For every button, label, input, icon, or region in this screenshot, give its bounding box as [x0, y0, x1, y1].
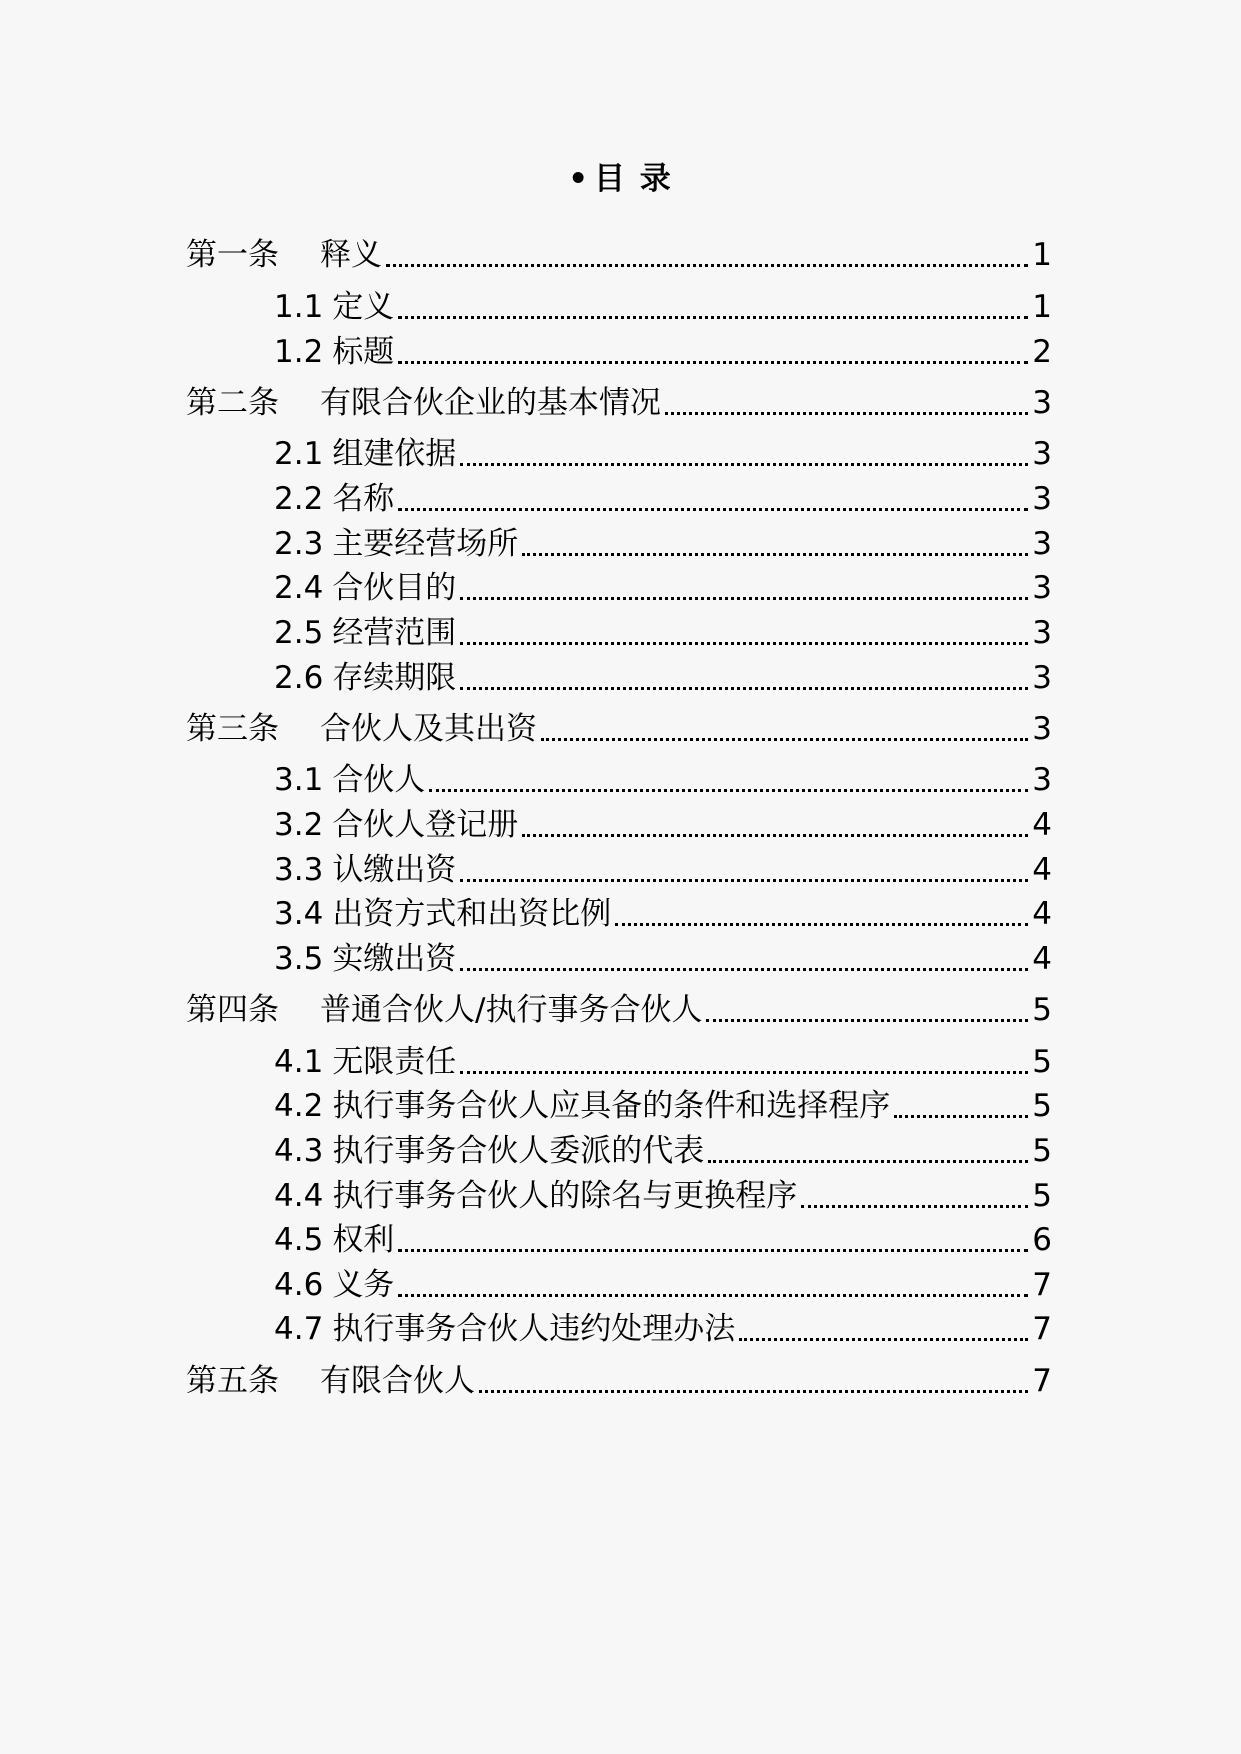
toc-entry-number: 第一条 [186, 237, 279, 273]
toc-dot-leader [479, 1390, 1028, 1393]
toc-entry-number: 4.5 [274, 1222, 324, 1258]
toc-dot-leader [706, 1019, 1028, 1022]
toc-entry[interactable] [186, 1217, 1052, 1263]
toc-entry-page-number: 5 [1032, 992, 1052, 1028]
toc-entry-label: 有限合伙人 [320, 1363, 475, 1399]
toc-entry[interactable] [186, 284, 1052, 330]
toc-title [0, 156, 1241, 202]
toc-entry-page-number: 3 [1032, 660, 1052, 696]
toc-entry-number: 3.4 [274, 896, 324, 932]
toc-dot-leader [460, 687, 1028, 690]
toc-entry-label: 名称 [332, 481, 395, 517]
toc-entry-label: 合伙人登记册 [332, 807, 519, 843]
toc-entry[interactable] [186, 1262, 1052, 1308]
toc-entry-heading [186, 565, 456, 611]
toc-entry[interactable] [186, 1358, 1052, 1404]
toc-entry[interactable] [186, 610, 1052, 656]
toc-entry-label: 组建依据 [332, 436, 457, 472]
toc-dot-leader [522, 553, 1028, 556]
toc-entry-page-number: 3 [1032, 481, 1052, 517]
toc-entry-label: 合伙人 [332, 762, 426, 798]
toc-entry-label: 义务 [332, 1267, 395, 1303]
toc-dot-leader [541, 738, 1028, 741]
toc-entry-number: 4.1 [274, 1044, 324, 1080]
toc-entry-heading [186, 1358, 475, 1404]
toc-entry-page-number: 3 [1032, 615, 1052, 651]
toc-entry[interactable] [186, 655, 1052, 701]
toc-entry-number: 1.1 [274, 289, 324, 325]
toc-entry-label: 存续期限 [332, 660, 457, 696]
toc-entry-label: 执行事务合伙人应具备的条件和选择程序 [332, 1088, 891, 1124]
toc-entry-number: 4.3 [274, 1133, 324, 1169]
toc-entry-label: 执行事务合伙人委派的代表 [332, 1133, 705, 1169]
toc-entry-page-number: 7 [1032, 1311, 1052, 1347]
toc-entry-number: 4.4 [274, 1178, 324, 1214]
toc-entry[interactable] [186, 1083, 1052, 1129]
title-bullet: • [568, 161, 591, 197]
toc-entry-page-number: 5 [1032, 1178, 1052, 1214]
toc-entry[interactable] [186, 1173, 1052, 1219]
toc-entry[interactable] [186, 380, 1052, 426]
toc-dot-leader [522, 834, 1028, 837]
toc-entry-label: 实缴出资 [332, 941, 457, 977]
toc-entry[interactable] [186, 1306, 1052, 1352]
toc-entry-label: 出资方式和出资比例 [332, 896, 612, 932]
toc-entry-label: 普通合伙人/执行事务合伙人 [320, 992, 703, 1028]
toc-dot-leader [460, 463, 1028, 466]
toc-entry-page-number: 3 [1032, 570, 1052, 606]
toc-entry-label: 主要经营场所 [332, 526, 519, 562]
toc-entry-page-number: 4 [1032, 896, 1052, 932]
toc-dot-leader [739, 1338, 1028, 1341]
toc-entry[interactable] [186, 757, 1052, 803]
toc-entry-heading [186, 431, 456, 477]
toc-entry[interactable] [186, 706, 1052, 752]
toc-dot-leader [398, 316, 1028, 319]
toc-entry-number: 2.3 [274, 526, 324, 562]
toc-entry-number: 3.1 [274, 762, 324, 798]
toc-dot-leader [460, 1071, 1028, 1074]
toc-entry-number: 2.1 [274, 436, 324, 472]
toc-entry-label: 经营范围 [332, 615, 457, 651]
toc-entry[interactable] [186, 891, 1052, 937]
toc-entry-number: 1.2 [274, 334, 324, 370]
toc-entry-page-number: 5 [1032, 1044, 1052, 1080]
toc-entry-heading [186, 757, 425, 803]
toc-dot-leader [894, 1115, 1028, 1118]
toc-entry-label: 释义 [320, 237, 382, 273]
toc-entry-label: 认缴出资 [332, 852, 457, 888]
toc-entry[interactable] [186, 476, 1052, 522]
toc-entry-number: 3.2 [274, 807, 324, 843]
toc-entry-heading [186, 1083, 890, 1129]
toc-entry-page-number: 7 [1032, 1363, 1052, 1399]
toc-entry-number: 第三条 [186, 711, 279, 747]
toc-entry-heading [186, 232, 382, 278]
toc-entry-heading [186, 987, 702, 1033]
toc-entry-number: 第五条 [186, 1363, 279, 1399]
toc-entry-page-number: 3 [1032, 385, 1052, 421]
toc-entry[interactable] [186, 565, 1052, 611]
toc-entry-number: 3.5 [274, 941, 324, 977]
toc-entry-number: 4.7 [274, 1311, 324, 1347]
toc-entry-label: 执行事务合伙人的除名与更换程序 [332, 1178, 798, 1214]
toc-dot-leader [460, 968, 1028, 971]
toc-entry-page-number: 4 [1032, 852, 1052, 888]
toc-entry-page-number: 3 [1032, 436, 1052, 472]
toc-entry-heading [186, 802, 518, 848]
toc-entry[interactable] [186, 987, 1052, 1033]
toc-dot-leader [801, 1205, 1028, 1208]
toc-dot-leader [460, 597, 1028, 600]
toc-entry-number: 2.4 [274, 570, 324, 606]
toc-entry-page-number: 6 [1032, 1222, 1052, 1258]
toc-entry-label: 定义 [332, 289, 395, 325]
title-text: 目 录 [594, 161, 673, 197]
toc-entry-heading [186, 1306, 735, 1352]
toc-entry-heading [186, 1173, 797, 1219]
toc-entry-label: 有限合伙企业的基本情况 [320, 385, 661, 421]
toc-dot-leader [708, 1160, 1028, 1163]
toc-entry-page-number: 1 [1032, 289, 1052, 325]
toc-entry[interactable] [186, 431, 1052, 477]
toc-entry-label: 权利 [332, 1222, 395, 1258]
toc-entry-number: 第四条 [186, 992, 279, 1028]
toc-entry[interactable] [186, 847, 1052, 893]
toc-dot-leader [460, 642, 1028, 645]
toc-entry-label: 标题 [332, 334, 395, 370]
toc-entry-page-number: 5 [1032, 1133, 1052, 1169]
toc-entry-heading [186, 706, 537, 752]
toc-dot-leader [615, 923, 1028, 926]
toc-entry-heading [186, 1128, 704, 1174]
toc-entry-heading [186, 1217, 394, 1263]
toc-entry-number: 2.6 [274, 660, 324, 696]
toc-dot-leader [398, 508, 1028, 511]
toc-entry-label: 合伙人及其出资 [320, 711, 537, 747]
toc-entry[interactable] [186, 936, 1052, 982]
toc-dot-leader [665, 412, 1028, 415]
toc-dot-leader [429, 789, 1028, 792]
toc-dot-leader [398, 1249, 1028, 1252]
toc-entry-page-number: 3 [1032, 762, 1052, 798]
toc-entry[interactable] [186, 1128, 1052, 1174]
toc-entry-heading [186, 847, 456, 893]
toc-entry-page-number: 1 [1032, 237, 1052, 273]
toc-entry[interactable] [186, 521, 1052, 567]
toc-entry-heading [186, 936, 456, 982]
toc-entry-page-number: 2 [1032, 334, 1052, 370]
toc-dot-leader [398, 1294, 1028, 1297]
toc-entry-number: 4.2 [274, 1088, 324, 1124]
toc-entry[interactable] [186, 232, 1052, 278]
toc-entry-heading [186, 476, 394, 522]
toc-entry-heading [186, 380, 661, 426]
toc-entry-number: 第二条 [186, 385, 279, 421]
toc-entry-heading [186, 521, 518, 567]
toc-entry-page-number: 5 [1032, 1088, 1052, 1124]
toc-entry[interactable] [186, 1039, 1052, 1085]
toc-entry-heading [186, 284, 394, 330]
toc-entry-heading [186, 655, 456, 701]
toc-entry-heading [186, 1262, 394, 1308]
toc-entry-number: 2.5 [274, 615, 324, 651]
toc-entry-page-number: 3 [1032, 526, 1052, 562]
toc-dot-leader [398, 361, 1028, 364]
toc-entry-number: 3.3 [274, 852, 324, 888]
toc-entry-heading [186, 329, 394, 375]
toc-entry-heading [186, 610, 456, 656]
toc-dot-leader [386, 264, 1028, 267]
toc-entry-heading [186, 1039, 456, 1085]
toc-dot-leader [460, 879, 1028, 882]
toc-entry-page-number: 3 [1032, 711, 1052, 747]
toc-entry-label: 合伙目的 [332, 570, 457, 606]
toc-entry-page-number: 4 [1032, 807, 1052, 843]
toc-entry-number: 2.2 [274, 481, 324, 517]
toc-entry-page-number: 4 [1032, 941, 1052, 977]
toc-entry[interactable] [186, 329, 1052, 375]
toc-entry-label: 执行事务合伙人违约处理办法 [332, 1311, 736, 1347]
toc-entry-number: 4.6 [274, 1267, 324, 1303]
toc-entry-label: 无限责任 [332, 1044, 457, 1080]
toc-entry[interactable] [186, 802, 1052, 848]
toc-entry-page-number: 7 [1032, 1267, 1052, 1303]
toc-entry-heading [186, 891, 611, 937]
